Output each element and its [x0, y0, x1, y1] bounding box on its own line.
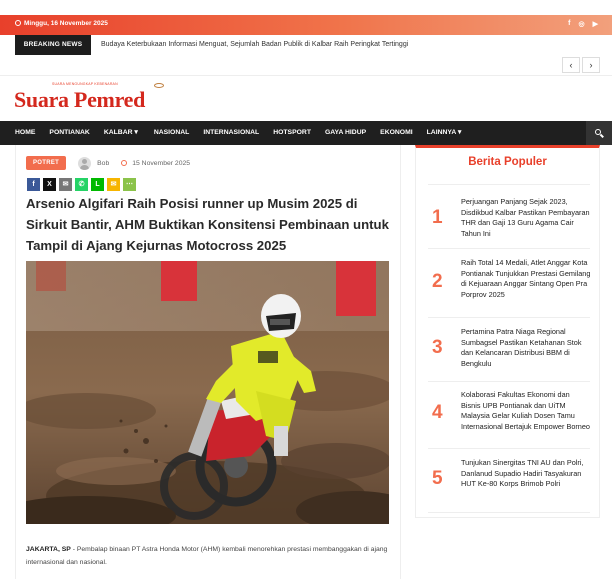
search-button[interactable]: [586, 121, 612, 145]
nav-item-hotsport[interactable]: HOTSPORT: [273, 129, 311, 136]
sidebar-heading: Berita Populer: [468, 156, 547, 168]
popular-item[interactable]: [428, 188, 590, 249]
instagram-icon[interactable]: ◎: [578, 21, 585, 28]
author-avatar: [78, 157, 91, 170]
article-lead: JAKARTA, SP - Pembalap binaan PT Astra Honda Motor (AHM) kembali menorehkan prestasi membanggakan di ajang internasional dan nasional.: [26, 546, 388, 566]
main-navigation: [0, 121, 612, 145]
nav-item-ekonomi[interactable]: EKONOMI: [380, 129, 413, 136]
facebook-icon[interactable]: f: [27, 178, 40, 191]
popular-rank: 5: [432, 468, 443, 489]
current-date: Minggu, 16 November 2025: [15, 20, 108, 27]
popular-news-sidebar: [415, 145, 600, 518]
social-links: [568, 20, 598, 28]
motocross-photo: [26, 261, 389, 524]
logo-name: Suara Pemred: [14, 87, 146, 112]
popular-item[interactable]: [428, 249, 590, 318]
logo-tagline: SUARA MENGUNGKAP KEBENARAN: [52, 82, 118, 86]
popular-item[interactable]: [428, 318, 590, 382]
popular-rank: 3: [432, 337, 443, 358]
article-date: 15 November 2025: [132, 159, 191, 167]
divider: [0, 75, 612, 76]
popular-item[interactable]: [428, 449, 590, 513]
popular-title[interactable]: Pertamina Patra Niaga Regional Sumbagsel Pastikan Ketahanan Stok dan Kelancaran Distribusi BBM di Bengkulu: [461, 327, 582, 368]
nav-item-kalbar[interactable]: KALBAR ▾: [103, 129, 138, 136]
article-dateline: JAKARTA, SP: [26, 546, 71, 553]
breaking-news-label: BREAKING NEWS: [15, 35, 91, 55]
nav-item-internasional[interactable]: INTERNASIONAL: [203, 129, 260, 136]
popular-title[interactable]: Raih Total 14 Medali, Atlet Anggar Kota Pontianak Tunjukkan Prestasi Gemilang di Kejuaraan Anggar Sintang Open Pra Porprov 2025: [461, 258, 591, 299]
clock-icon: [121, 160, 127, 166]
nav-item-pontianak[interactable]: PONTIANAK: [49, 129, 90, 136]
author-name[interactable]: Bob: [97, 159, 110, 167]
share-icon[interactable]: ⋯: [123, 178, 136, 191]
next-arrow-icon[interactable]: ›: [582, 57, 600, 73]
popular-title[interactable]: Perjuangan Panjang Sejak 2023, Disdikbud Kalbar Pastikan Pembayaran THR dan Gaji 13 Guru Agama Cair Tahun Ini: [461, 197, 590, 238]
email-icon[interactable]: ✉: [59, 178, 72, 191]
breaking-news-headline[interactable]: Budaya Keterbukaan Informasi Menguat, Sejumlah Badan Publik di Kalbar Raih Peringkat Tertinggi: [101, 41, 409, 48]
popular-title[interactable]: Tunjukan Sinergitas TNI AU dan Polri, Danlanud Supadio Hadiri Tasyakuran HUT Ke-80 Korps Brimob Polri: [461, 458, 584, 489]
category-badge[interactable]: POTRET: [26, 156, 66, 170]
nav-item-lainnya[interactable]: LAINNYA ▾: [426, 129, 462, 136]
popular-rank: 1: [432, 207, 443, 228]
popular-item[interactable]: [428, 382, 590, 449]
top-bar: [0, 15, 612, 35]
whatsapp-icon[interactable]: ✆: [75, 178, 88, 191]
share-buttons: [27, 178, 136, 191]
nav-item-home[interactable]: HOME: [15, 129, 36, 136]
nav-item-nasional[interactable]: NASIONAL: [153, 129, 190, 136]
logo-eye-icon: [154, 83, 164, 88]
divider: [428, 184, 590, 185]
facebook-icon[interactable]: f: [568, 20, 571, 27]
line-icon[interactable]: L: [91, 178, 104, 191]
popular-rank: 2: [432, 271, 443, 292]
x-icon[interactable]: X: [43, 178, 56, 191]
popular-rank: 4: [432, 402, 443, 423]
article-meta: [26, 156, 190, 170]
nav-item-gaya-hidup[interactable]: GAYA HIDUP: [324, 129, 367, 136]
ticker-controls: [562, 57, 600, 73]
prev-arrow-icon[interactable]: ‹: [562, 57, 580, 73]
article-title: Arsenio Algifari Raih Posisi runner up Musim 2025 di Sirkuit Bantir, AHM Buktikan Konsitensi Pembinaan untuk Tampil di Ajang Kejurnas Motocross 2025: [26, 196, 389, 253]
article-photo: [26, 261, 389, 524]
clock-icon: [15, 20, 21, 26]
youtube-icon[interactable]: ▶: [592, 21, 598, 28]
popular-title[interactable]: Kolaborasi Fakultas Ekonomi dan Bisnis UPB Pontianak dan UiTM Malaysia Gelar Kuliah Dosen Tamu Internasional Bertajuk Empower Borneo: [461, 390, 590, 431]
sms-icon[interactable]: ✉: [107, 178, 120, 191]
breaking-news-bar: [15, 35, 597, 55]
